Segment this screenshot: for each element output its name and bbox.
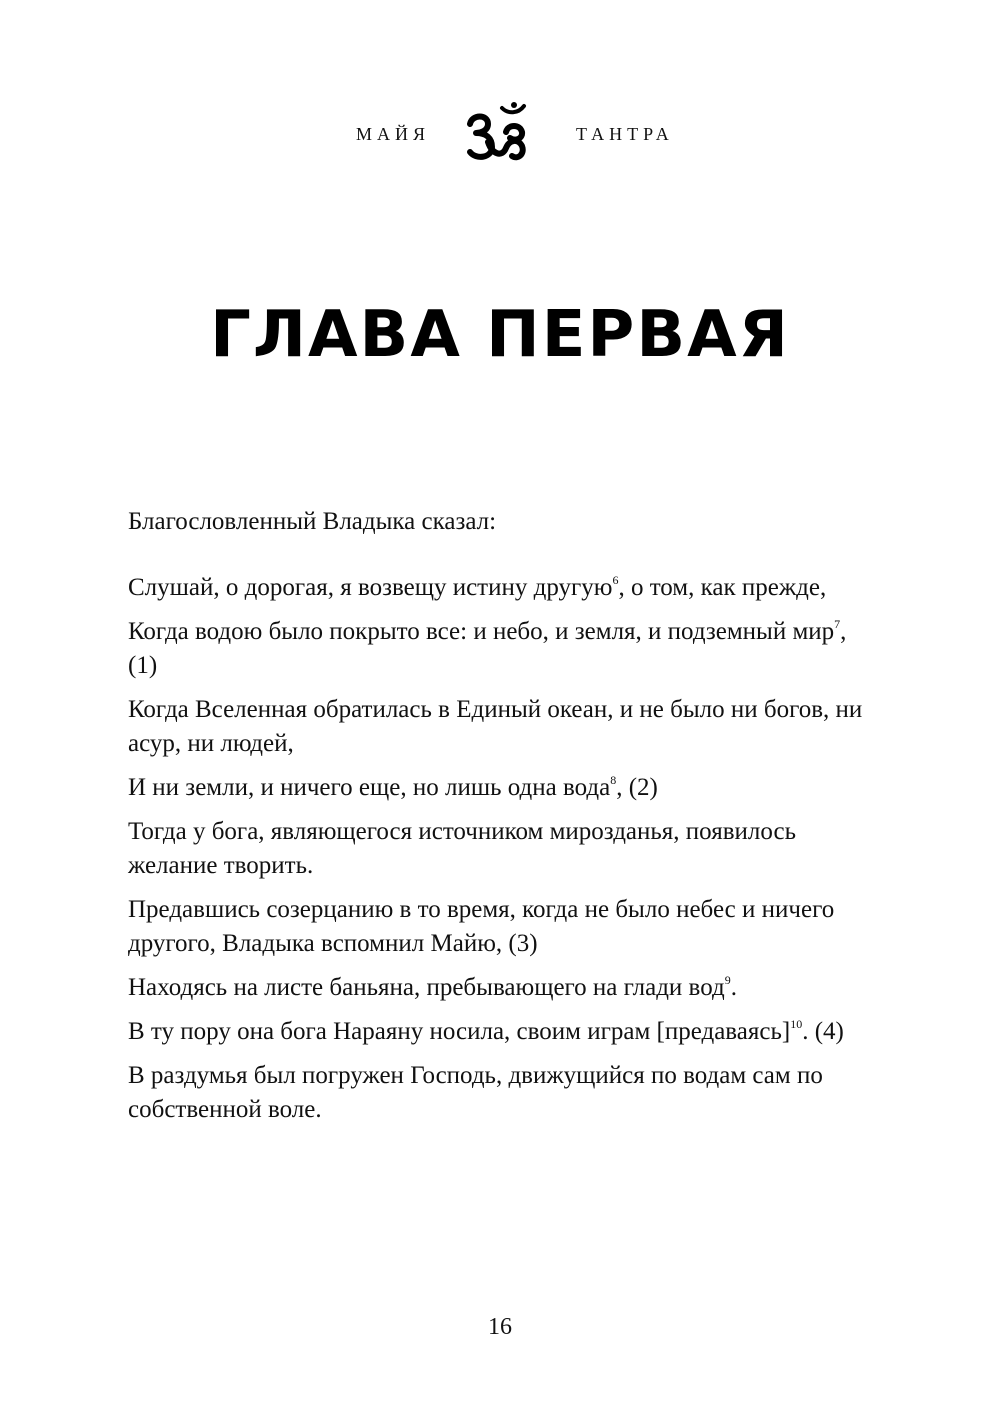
intro-line: Благословленный Владыка сказал: [128,508,497,535]
footnote-marker: 8 [610,772,617,787]
running-header [0,100,1000,170]
footnote-marker: 7 [834,616,841,631]
footnote-marker: 6 [612,572,619,587]
footnote-marker: 9 [724,972,731,987]
verse-line: В ту пору она бога Нараяну носила, своим играм [предаваясь]$^{10}$. (4) [128,1016,844,1045]
om-icon [462,102,538,166]
chapter-title: ГЛАВА ПЕРВАЯ [210,298,790,372]
verse-line: Тогда у бога, являющегося источником мирозданья, появилось желание творить. [128,818,796,879]
verse-line: Когда Вселенная обратилась в Единый океан, и не было ни богов, ни асур, ни людей, [128,696,863,757]
verse-line: Предавшись созерцанию в то время, когда не было небес и ничего другого, Владыка вспомнил Майю, (3) [128,896,835,957]
verse-line: Когда водою было покрыто все: и небо, и земля, и подземный мир$^7$, (1) [128,616,847,679]
page-number: 16 [488,1314,512,1340]
footnote-marker: 10 [790,1016,803,1031]
verse-line: Слушай, о дорогая, я возвещу истину другую$^6$, о том, как прежде, [128,572,827,601]
verse-line: Находясь на листе баньяна, пребывающего на глади вод$^9$. [128,972,737,1001]
verse-line: И ни земли, и ничего еще, но лишь одна вода$^8$, (2) [128,772,658,801]
verse-line: В раздумья был погружен Господь, движущийся по водам сам по собственной воле. [128,1062,823,1123]
body-text [128,505,878,1137]
header-book-word-left: МАЙЯ [355,124,430,144]
header-book-word-right: ТАНТРА [576,124,674,144]
